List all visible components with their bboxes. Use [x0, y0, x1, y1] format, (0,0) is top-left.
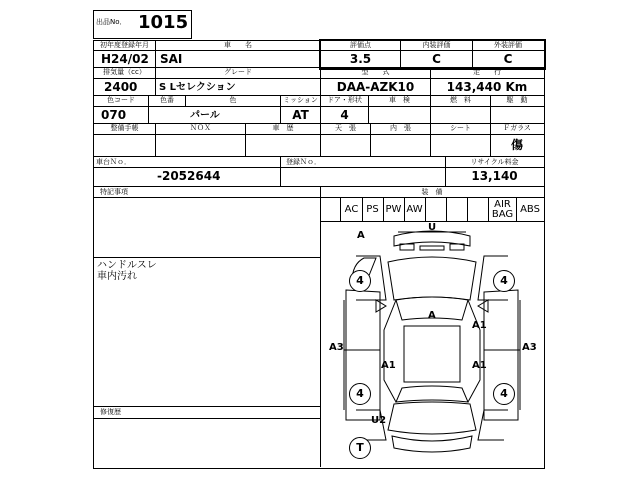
label-type: 型 式 [361, 68, 390, 76]
remark-line-1: ハンドルスレ [97, 260, 157, 271]
label-seat: シート [450, 124, 471, 132]
value-mileage: 143,440 Km [446, 80, 528, 94]
value-interior: C [432, 52, 441, 66]
equip-ac: AC [344, 204, 359, 215]
roof [404, 326, 460, 382]
value-exterior: C [503, 52, 513, 66]
tire-front-left: 4 [349, 270, 371, 292]
value-model: SAI [160, 52, 183, 66]
label-registration: 登録Ｎｏ． [286, 158, 321, 166]
label-nox: ＮＯＸ [190, 124, 211, 132]
trunk-marker: T [349, 437, 371, 459]
label-remarks: 特記事項 [100, 188, 128, 196]
value-chassis: -2052644 [157, 169, 221, 183]
value-recycle-fee: 13,140 [471, 169, 518, 183]
label-drive: 駆 動 [506, 96, 528, 104]
damage-right-side: A3 [522, 342, 537, 353]
value-color-code: 070 [101, 108, 127, 122]
label-history: 車 歴 [272, 124, 294, 132]
label-chassis: 車台Ｎｏ． [96, 158, 131, 166]
damage-front: A [357, 230, 365, 241]
damage-top: U [428, 222, 437, 233]
value-color: パール [190, 110, 220, 121]
label-mileage: 走 行 [473, 68, 501, 76]
value-grade: S Lセレクション [159, 82, 236, 93]
value-first-reg: H24/02 [101, 52, 149, 66]
value-mission: AT [292, 108, 309, 122]
trunk [388, 402, 476, 434]
label-front-glass: Ｆガラス [503, 124, 531, 132]
value-doors: 4 [340, 108, 349, 122]
equip-air: AIR [494, 199, 511, 210]
label-doors: ドア・形状 [327, 96, 362, 104]
damage-rear: U2 [371, 415, 387, 426]
label-displacement: 排気量（cc） [103, 68, 146, 76]
equip-pw: PW [385, 204, 402, 215]
lot-label: 出品No． [96, 18, 127, 26]
rear-bumper [392, 436, 472, 452]
damage-left-rear: A1 [381, 360, 396, 371]
label-equipment: 装 備 [421, 188, 443, 196]
damage-right-rear: A1 [472, 360, 487, 371]
label-model: 車 名 [224, 41, 252, 49]
value-score: 3.5 [349, 52, 372, 66]
damage-right-front: A1 [472, 320, 487, 331]
label-recycle-fee: リサイクル料金 [470, 158, 519, 166]
label-score: 評価点 [350, 41, 371, 49]
label-maintenance: 整備手帳 [110, 124, 139, 132]
label-first-reg: 初年度登録年月 [100, 41, 149, 49]
damage-roof: A [428, 310, 436, 321]
label-color-code: 色コード [107, 96, 135, 104]
tire-rear-left: 4 [349, 383, 371, 405]
equip-bag: BAG [491, 209, 514, 220]
equip-aw: AW [406, 204, 423, 215]
tire-front-right: 4 [493, 270, 515, 292]
lot-number: 1015 [138, 12, 189, 33]
value-front-glass: 傷 [510, 138, 523, 152]
label-exterior: 外装評価 [494, 41, 522, 49]
rear-window [396, 386, 468, 402]
equip-ps: PS [366, 204, 379, 215]
label-ceiling: 天 張 [335, 124, 356, 132]
hood [388, 257, 476, 300]
label-grade: グレード [224, 68, 252, 76]
value-type: DAA-AZK10 [336, 80, 415, 94]
label-inner-lining: 内 張 [390, 124, 411, 132]
label-repair-history: 修復歴 [100, 408, 121, 416]
label-mission: ミッション [283, 96, 318, 104]
damage-left-side: A3 [329, 342, 344, 353]
equip-abs: ABS [520, 204, 540, 215]
label-color: 色 [229, 96, 237, 104]
tire-rear-right: 4 [493, 383, 515, 405]
label-interior: 内装評価 [422, 41, 451, 49]
label-color-no: 色番 [160, 96, 174, 104]
remark-line-2: 車内汚れ [97, 271, 137, 282]
label-inspection: 車 検 [389, 96, 410, 104]
value-displacement: 2400 [104, 80, 138, 94]
label-fuel: 燃 料 [450, 96, 471, 104]
